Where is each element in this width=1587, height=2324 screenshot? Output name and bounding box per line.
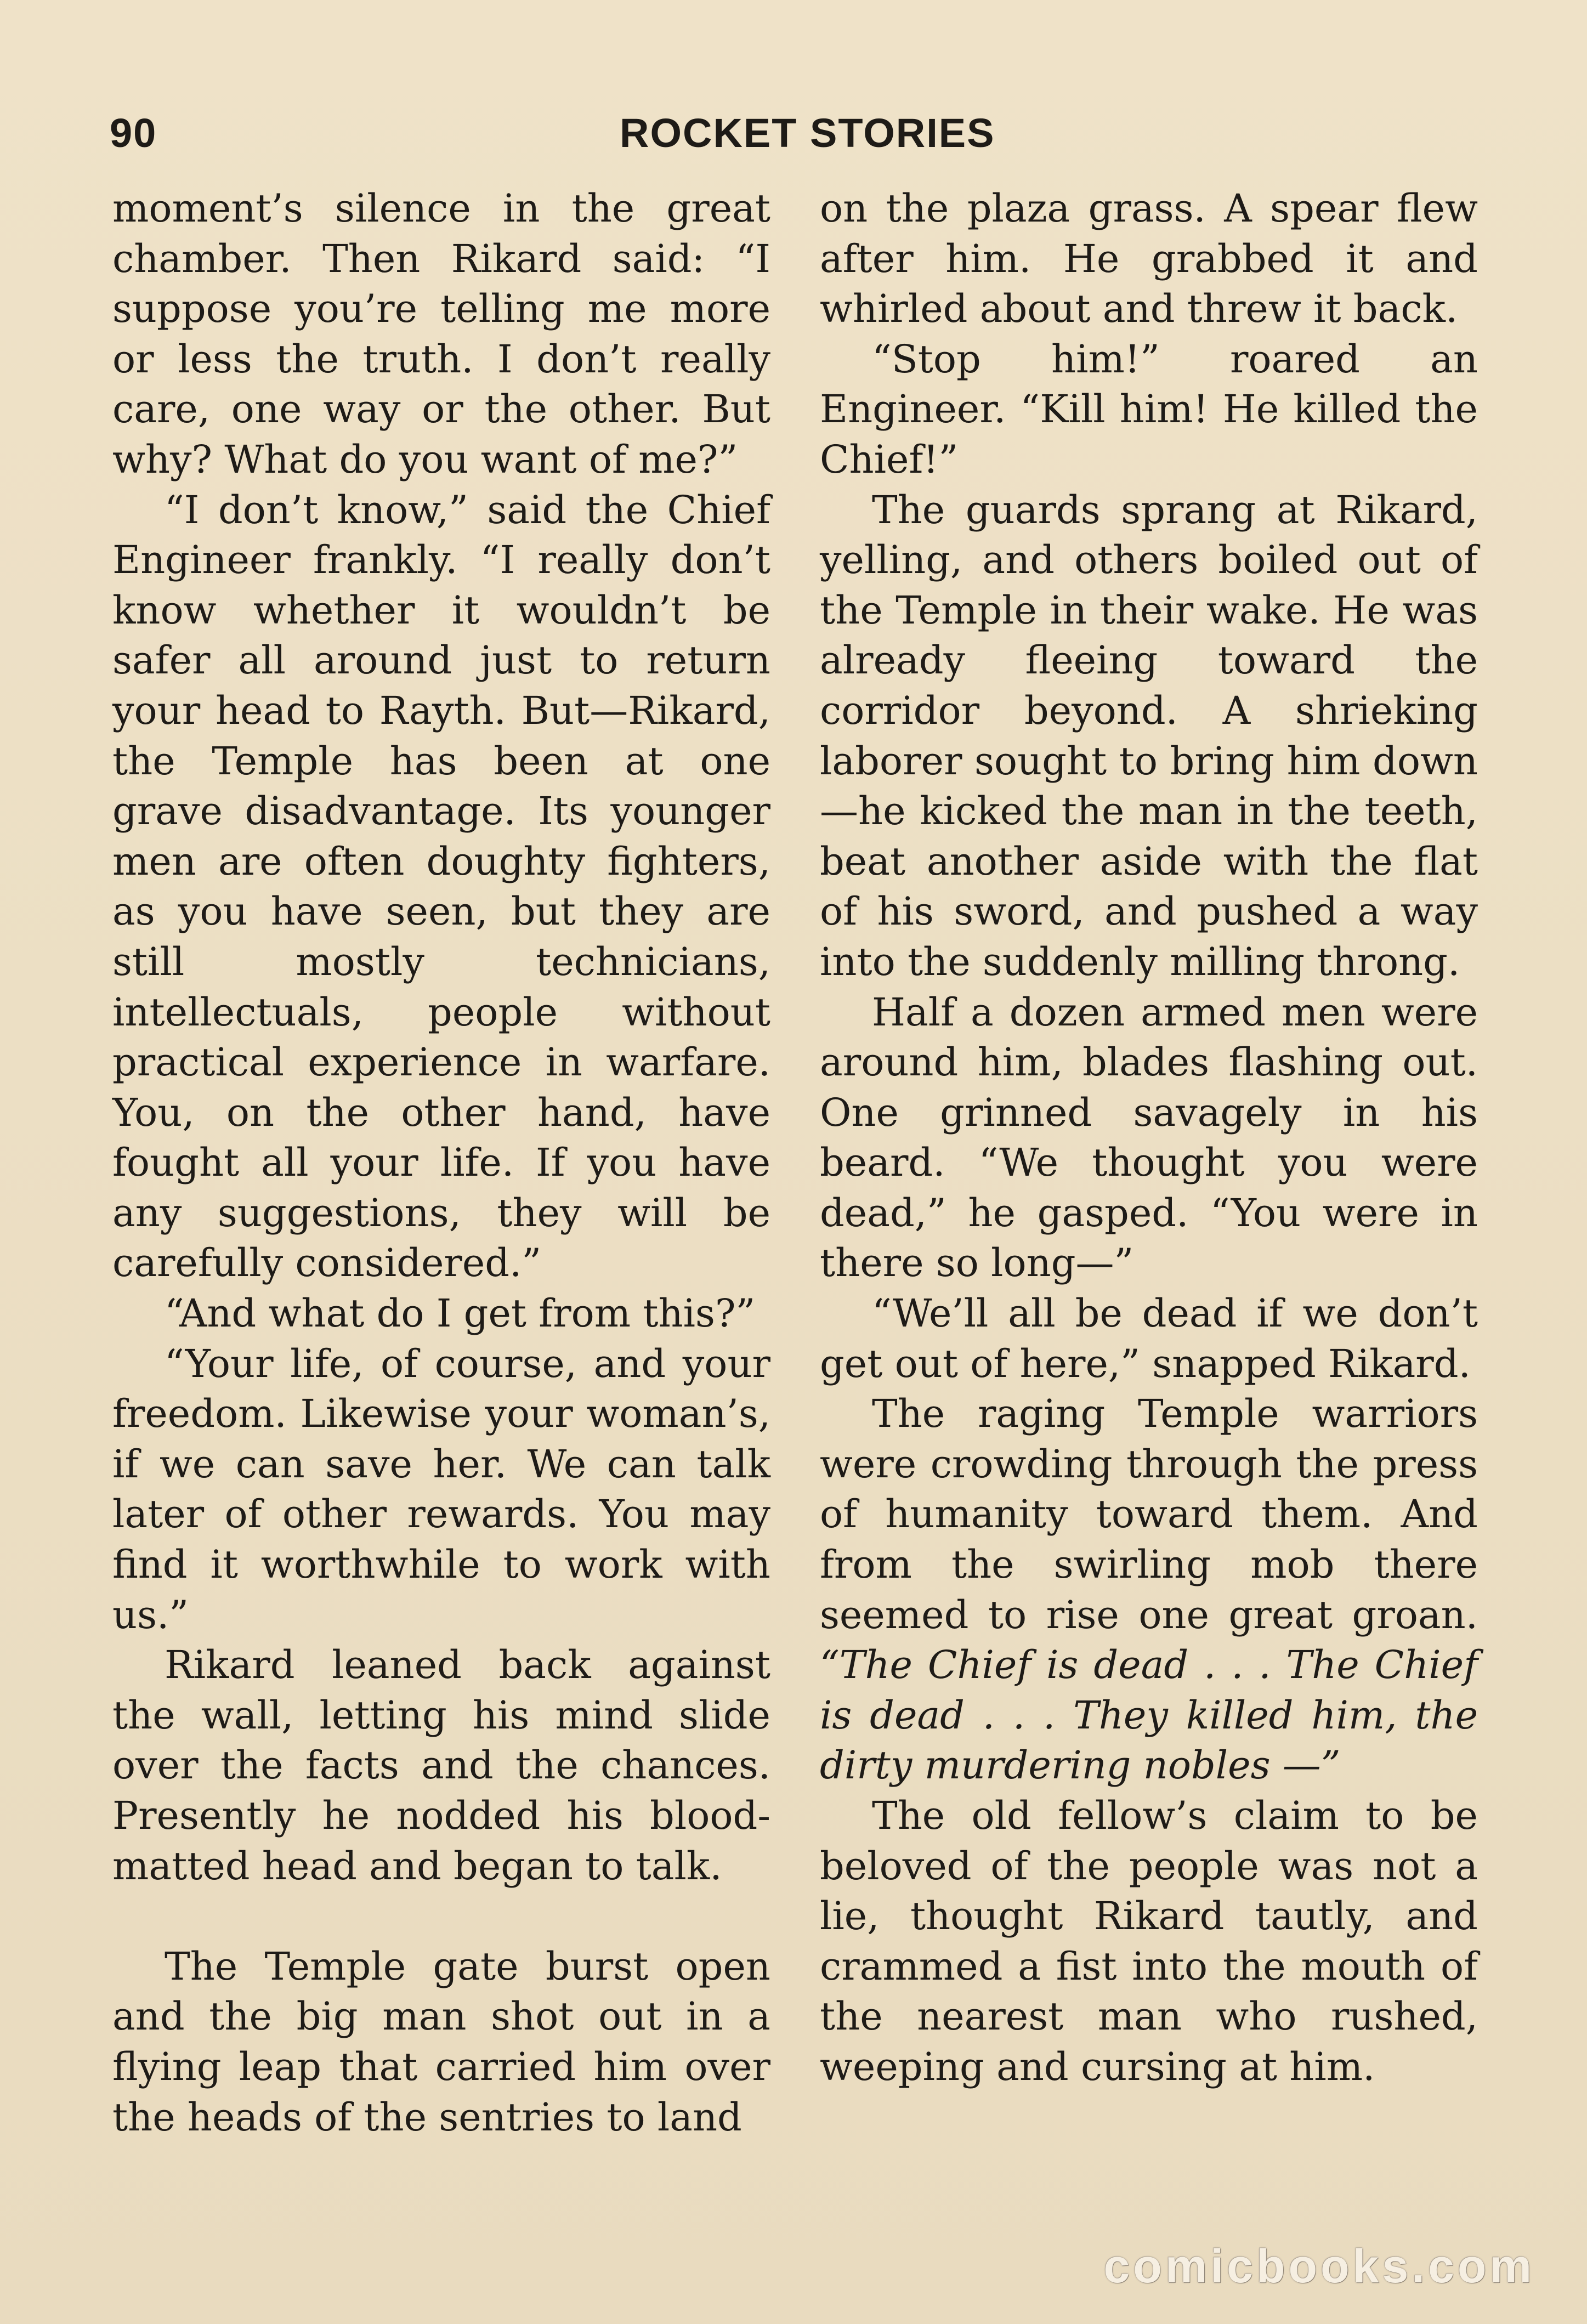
left-paragraph-5: Rikard leaned back against the wall, letting his mind slide over the facts and the chances. Presently he nodded his blood-matted head and began to talk. [112, 1642, 770, 1889]
page-header [110, 110, 1481, 170]
page-number: 90 [110, 110, 157, 156]
right-paragraph-1: on the plaza grass. A spear flew after him. He grabbed it and whirled about and threw it back. [820, 186, 1478, 332]
right-column [820, 184, 1478, 2093]
right-paragraph-6-text: The raging Temple warriors were crowding through the press of humanity toward them. And from the swirling mob there seemed to rise one great groan. [820, 1391, 1478, 1637]
right-paragraph-4: Half a dozen armed men were around him, blades flashing out. One grinned savagely in his beard. “We thought you were dead,” he gasped. “You were in there so long—” [820, 989, 1478, 1286]
left-paragraph-2: “I don’t know,” said the Chief Engineer frankly. “I really don’t know whether it wouldn’t be safer all around just to return your head to Rayth. But—Rikard, the Temple has been at one grave disadvantage. Its younger men are often doughty fighters, as you have seen, but they are still mostly technicians, intellectuals, people without practical experience in warfare. You, on the other hand, have fought all your life. If you have any suggestions, they will be carefully considered.” [112, 487, 770, 1286]
left-paragraph-3: “And what do I get from this?” [165, 1291, 756, 1336]
crowd-chant: “The Chief is dead . . . The Chief is dead . . . They killed him, the dirty murdering nobles —” [820, 1642, 1478, 1788]
left-column [112, 184, 770, 2142]
right-paragraph-5: “We’ll all be dead if we don’t get out of here,” snapped Rikard. [820, 1291, 1478, 1386]
left-paragraph-6: The Temple gate burst open and the big man shot out in a flying leap that carried him over the heads of the sentries to land [112, 1943, 770, 2140]
left-paragraph-4: “Your life, of course, and your freedom. Likewise your woman’s, if we can save her. We can talk later of other rewards. You may find it worthwhile to work with us.” [112, 1341, 770, 1637]
right-paragraph-2: “Stop him!” roared an Engineer. “Kill him! He killed the Chief!” [820, 336, 1478, 482]
running-head: ROCKET STORIES [620, 110, 995, 156]
right-paragraph-3: The guards sprang at Rikard, yelling, and others boiled out of the Temple in their wake. He was already fleeing toward the corridor beyond. A shrieking laborer sought to bring him down—he kicked the man in the teeth, beat another aside with the flat of his sword, and pushed a way into the suddenly milling throng. [820, 487, 1478, 984]
left-paragraph-1: moment’s silence in the great chamber. Then Rikard said: “I suppose you’re telling me more or less the truth. I don’t really care, one way or the other. But why? What do you want of me?” [112, 186, 770, 482]
right-paragraph-6 [820, 1389, 1478, 1791]
right-paragraph-7: The old fellow’s claim to be beloved of the people was not a lie, thought Rikard tautly, and crammed a fist into the mouth of the nearest man who rushed, weeping and cursing at him. [820, 1793, 1478, 2089]
watermark: comicbooks.com [1103, 2240, 1535, 2293]
